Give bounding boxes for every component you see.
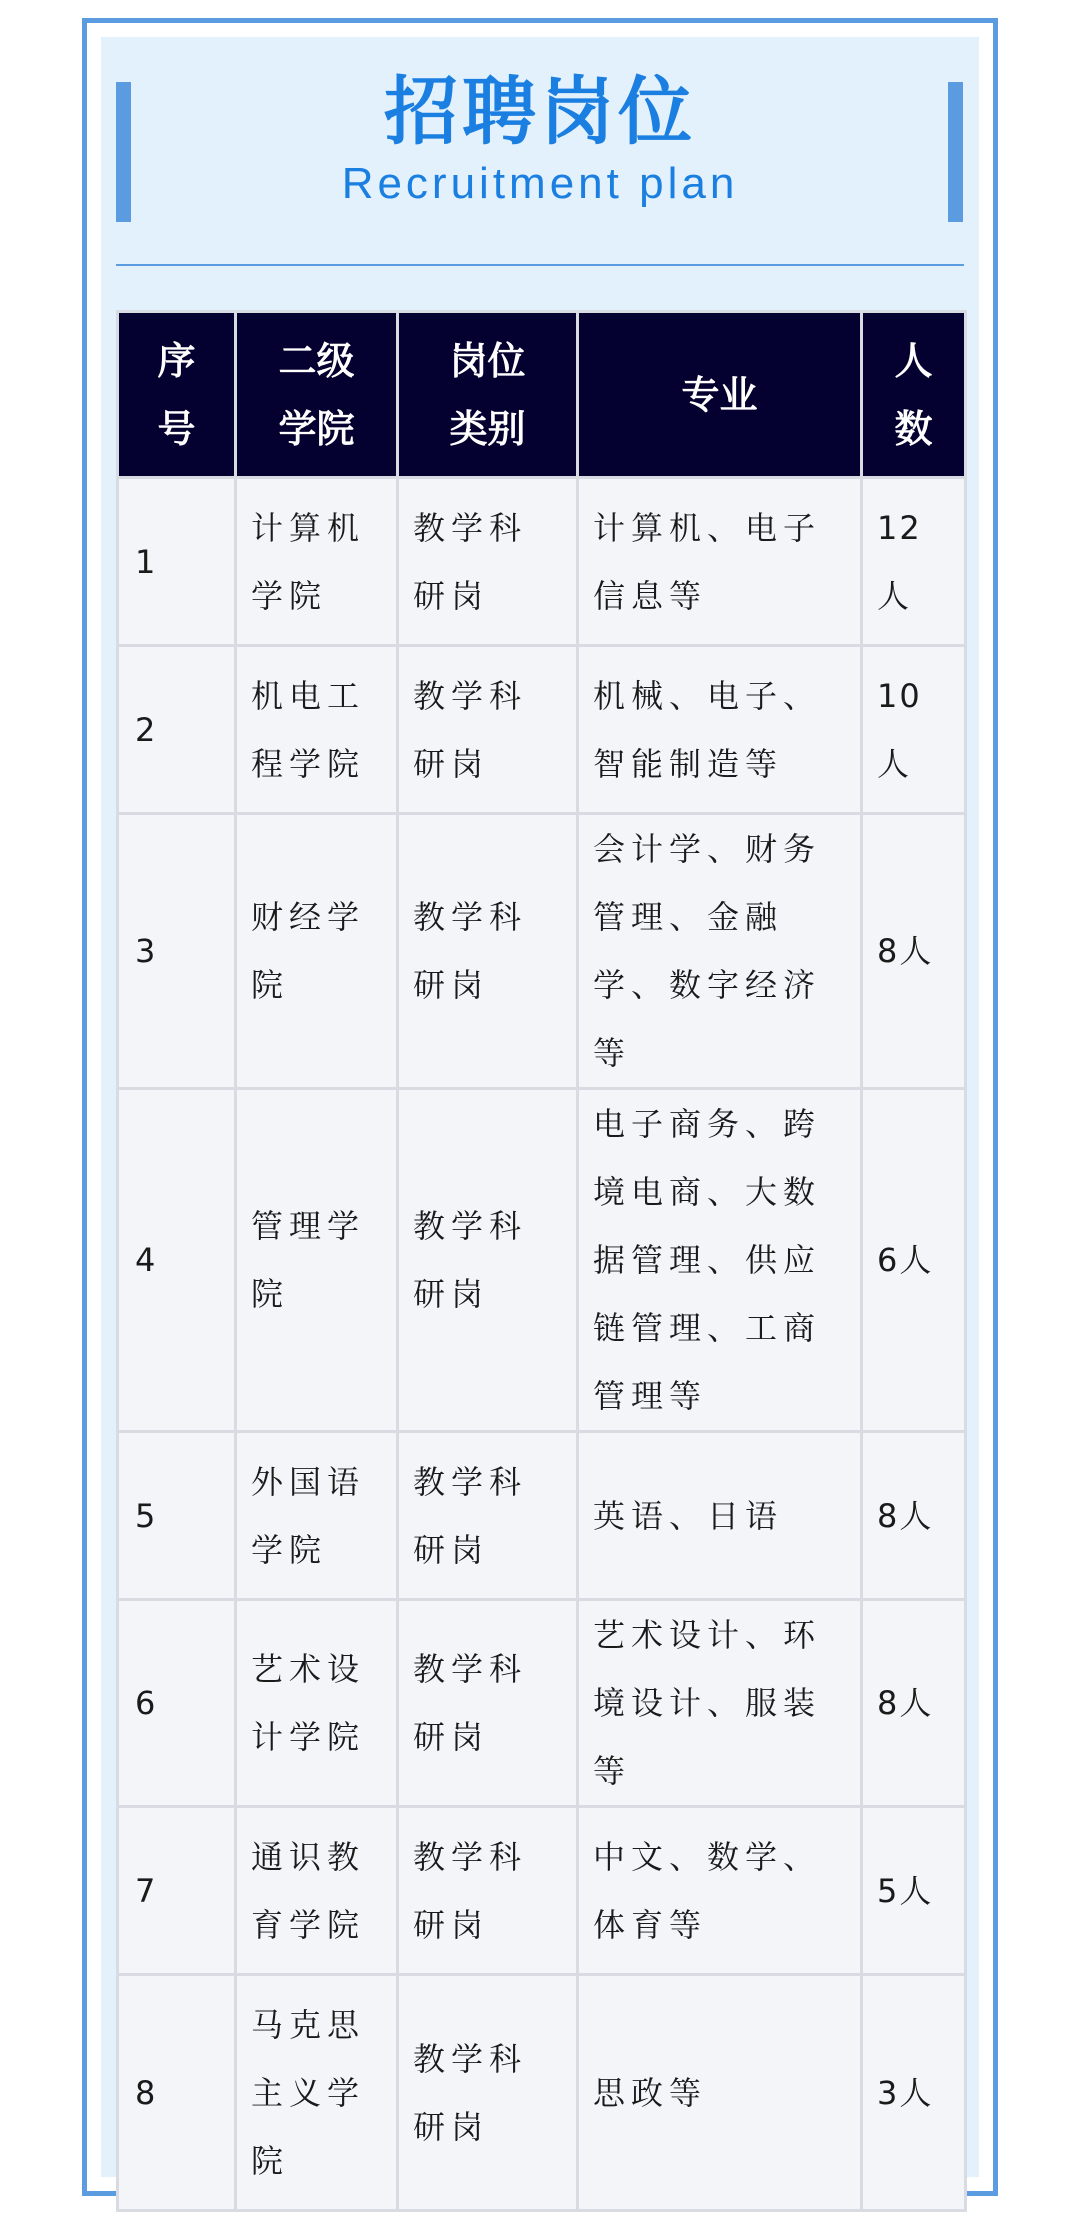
table-row: [118, 646, 966, 814]
cell-seq: 4: [118, 1089, 236, 1432]
column-header-college: 二级 学院: [236, 312, 398, 478]
cell-major: 计算机、电子信息等: [578, 478, 862, 646]
cell-count: 6人: [862, 1089, 966, 1432]
cell-seq: 3: [118, 814, 236, 1089]
cell-major: 电子商务、跨境电商、大数据管理、供应链管理、工商管理等: [578, 1089, 862, 1432]
recruitment-table-container: [116, 310, 964, 2212]
title-divider: [116, 264, 964, 266]
cell-college: 财经学院: [236, 814, 398, 1089]
cell-count: 8人: [862, 1600, 966, 1807]
page-subtitle: Recruitment plan: [341, 159, 739, 208]
cell-count: 8人: [862, 1432, 966, 1600]
cell-seq: 2: [118, 646, 236, 814]
cell-category: 教学科研岗: [398, 1089, 578, 1432]
column-header-seq: 序 号: [118, 312, 236, 478]
cell-count: 5人: [862, 1807, 966, 1975]
table-row: [118, 1600, 966, 1807]
cell-college: 机电工程学院: [236, 646, 398, 814]
cell-college: 管理学院: [236, 1089, 398, 1432]
cell-major: 英语、日语: [578, 1432, 862, 1600]
cell-major: 思政等: [578, 1975, 862, 2211]
table-row: [118, 1432, 966, 1600]
cell-seq: 1: [118, 478, 236, 646]
cell-count: 10人: [862, 646, 966, 814]
cell-seq: 7: [118, 1807, 236, 1975]
cell-category: 教学科研岗: [398, 646, 578, 814]
cell-category: 教学科研岗: [398, 814, 578, 1089]
table-row: [118, 1807, 966, 1975]
cell-count: 3人: [862, 1975, 966, 2211]
cell-seq: 5: [118, 1432, 236, 1600]
cell-category: 教学科研岗: [398, 1600, 578, 1807]
column-header-count: 人 数: [862, 312, 966, 478]
cell-category: 教学科研岗: [398, 1975, 578, 2211]
cell-college: 计算机学院: [236, 478, 398, 646]
cell-seq: 6: [118, 1600, 236, 1807]
cell-major: 会计学、财务管理、金融学、数字经济等: [578, 814, 862, 1089]
column-header-major: 专业: [578, 312, 862, 478]
cell-college: 通识教育学院: [236, 1807, 398, 1975]
table-header-row: [118, 312, 966, 478]
cell-major: 艺术设计、环境设计、服装等: [578, 1600, 862, 1807]
cell-college: 艺术设计学院: [236, 1600, 398, 1807]
cell-category: 教学科研岗: [398, 1807, 578, 1975]
recruitment-table: [116, 310, 967, 2212]
cell-category: 教学科研岗: [398, 478, 578, 646]
table-row: [118, 1975, 966, 2211]
table-row: [118, 1089, 966, 1432]
cell-category: 教学科研岗: [398, 1432, 578, 1600]
table-row: [118, 814, 966, 1089]
cell-count: 8人: [862, 814, 966, 1089]
cell-seq: 8: [118, 1975, 236, 2211]
table-row: [118, 478, 966, 646]
cell-major: 中文、数学、体育等: [578, 1807, 862, 1975]
cell-major: 机械、电子、智能制造等: [578, 646, 862, 814]
cell-count: 12人: [862, 478, 966, 646]
column-header-category: 岗位 类别: [398, 312, 578, 478]
cell-college: 外国语学院: [236, 1432, 398, 1600]
cell-college: 马克思主义学院: [236, 1975, 398, 2211]
page-title: 招聘岗位: [384, 69, 696, 155]
